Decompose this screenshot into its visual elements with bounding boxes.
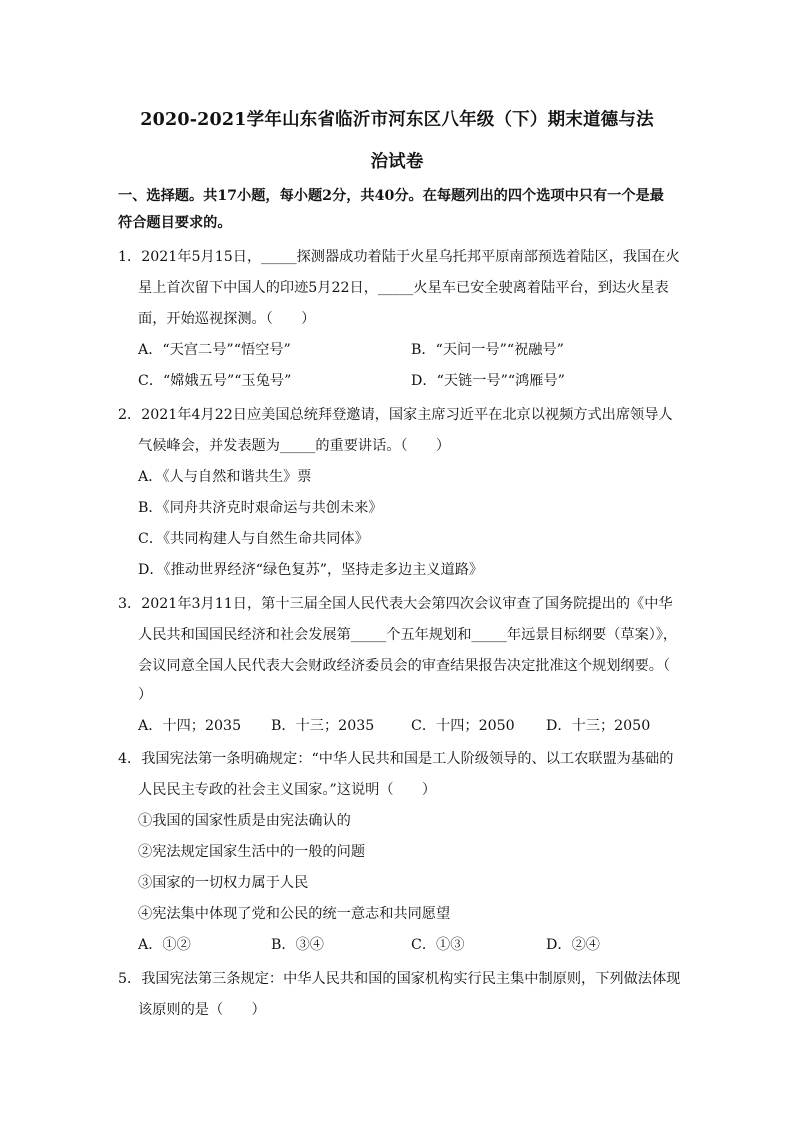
q2-option-a: A．《人与自然和谐共生》票 — [138, 469, 312, 485]
q4-statement-1: ①我国的国家性质是由宪法确认的 — [138, 813, 351, 829]
q1-stem-line1: 1．2021年5月15日，_____探测器成功着陆于火星乌托邦平原南部预选着陆区，我国在火 — [118, 249, 680, 265]
q2-option-c: C．《共同构建人与自然生命共同体》 — [138, 531, 369, 547]
q4-option-b: B．③④ — [271, 937, 324, 953]
q4-stem-line1: 4．我国宪法第一条明确规定：“中华人民共和国是工人阶级领导的、以工农联盟为基础的 — [118, 751, 674, 767]
q4-option-a: A．①② — [138, 937, 191, 953]
q2-option-d: D．《推动世界经济“绿色复苏”，坚持走多边主义道路》 — [138, 562, 484, 578]
q1-stem-line3: 面，开始巡视探测。（ ） — [138, 311, 316, 327]
q4-statement-2: ②宪法规定国家生活中的一般的问题 — [138, 844, 366, 860]
q4-statement-4: ④宪法集中体现了党和公民的统一意志和共同愿望 — [138, 906, 451, 922]
q3-stem-line2: 人民共和国国民经济和社会发展第_____个五年规划和_____年远景目标纲要（草案）》， — [138, 627, 678, 643]
q4-option-c: C．①③ — [411, 937, 465, 953]
q2-option-b: B．《同舟共济克时艰命运与共创未来》 — [138, 500, 383, 516]
q3-stem-line3: 会议同意全国人民代表大会财政经济委员会的审查结果报告决定批准这个规划纲要。（ — [138, 658, 671, 674]
q1-stem-line2: 星上首次留下中国人的印迹5月22日，_____火星车已安全驶离着陆平台，到达火星表 — [138, 280, 669, 296]
q1-option-d: D．“天链一号”“鸿雁号” — [411, 373, 565, 389]
q2-stem-line1: 2．2021年4月22日应美国总统拜登邀请，国家主席习近平在北京以视频方式出席领导人 — [118, 407, 673, 423]
q3-option-b: B．十三；2035 — [271, 718, 375, 734]
section-heading-line1: 一、选择题。共17小题，每小题2分，共40分。在每题列出的四个选项中只有一个是最 — [118, 188, 664, 204]
exam-title-line2: 治试卷 — [370, 152, 424, 172]
q4-option-d: D．②④ — [546, 937, 600, 953]
q4-stem-line2: 人民民主专政的社会主义国家。”这说明（ ） — [138, 782, 437, 798]
section-heading-line2: 符合题目要求的。 — [118, 215, 232, 231]
q4-statement-3: ③国家的一切权力属于人民 — [138, 875, 309, 891]
exam-title-line1: 2020-2021学年山东省临沂市河东区八年级（下）期末道德与法 — [140, 110, 654, 130]
q5-stem-line2: 该原则的是（ ） — [138, 1002, 266, 1018]
q1-option-c: C．“嫦娥五号”“玉兔号” — [138, 373, 292, 389]
q2-stem-line2: 气候峰会，并发表题为_____的重要讲话。（ ） — [138, 438, 451, 454]
q5-stem-line1: 5．我国宪法第三条规定：中华人民共和国的国家机构实行民主集中制原则，下列做法体现 — [118, 971, 681, 987]
q3-stem-line1: 3．2021年3月11日，第十三届全国人民代表大会第四次会议审查了国务院提出的《中华 — [118, 596, 673, 612]
q3-option-c: C．十四；2050 — [411, 718, 515, 734]
q1-option-b: B．“天问一号”“祝融号” — [411, 342, 564, 358]
q3-option-a: A．十四；2035 — [138, 718, 242, 734]
q1-option-a: A．“天宫二号”“悟空号” — [138, 342, 291, 358]
q3-stem-line4: ） — [138, 687, 153, 703]
q3-option-d: D．十三；2050 — [546, 718, 651, 734]
